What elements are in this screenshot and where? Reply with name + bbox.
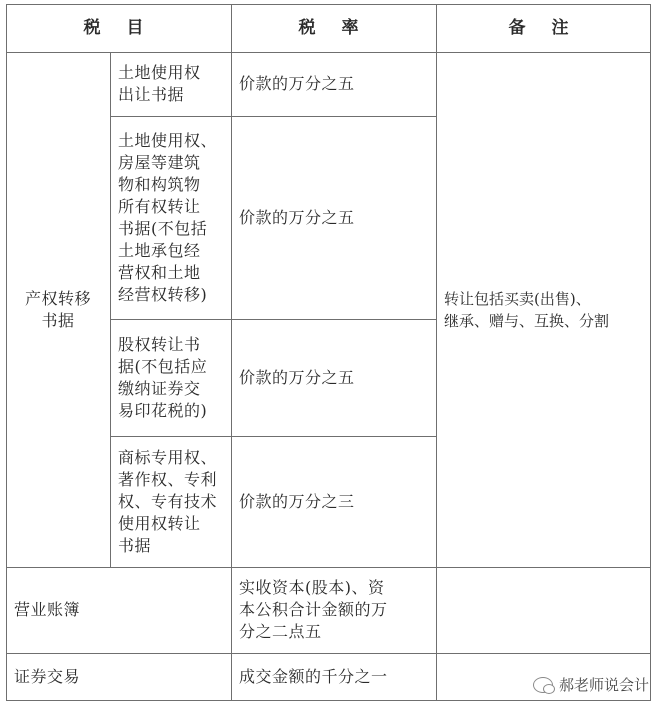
rate-securities: 成交金额的千分之一 xyxy=(239,666,388,686)
category-property-transfer: 产权转移 书据 xyxy=(24,288,91,330)
item-land-use-grant: 土地使用权 出让书据 xyxy=(118,63,201,104)
item-ip-transfer: 商标专用权、 著作权、专利 权、专有技术 使用权转让 书据 xyxy=(118,447,218,555)
watermark xyxy=(533,674,649,695)
header-tax-item: 税 目 xyxy=(83,18,154,38)
remark-property-transfer: 转让包括买卖(出售)、 继承、赠与、互换、分割 xyxy=(444,289,610,330)
item-land-building-transfer: 土地使用权、 房屋等建筑 物和构筑物 所有权转让 书据(不包括 土地承包经 营权和土地 经营权转移) xyxy=(118,130,218,304)
rate-ip-transfer: 价款的万分之三 xyxy=(239,491,355,511)
table-border-bottom xyxy=(6,700,651,701)
watermark-text: 郝老师说会计 xyxy=(558,676,649,694)
rate-business-books: 实收资本(股本)、资 本公积合计金额的万 分之二点五 xyxy=(239,578,388,641)
item-business-books: 营业账簿 xyxy=(14,600,81,619)
header-remarks: 备 注 xyxy=(508,18,579,38)
wechat-icon xyxy=(533,677,553,693)
rate-equity-transfer: 价款的万分之五 xyxy=(239,367,355,387)
stamp-duty-table xyxy=(6,4,651,701)
header-tax-rate: 税 率 xyxy=(298,18,369,38)
item-equity-transfer: 股权转让书 据(不包括应 缴纳证券交 易印花税的) xyxy=(118,334,208,420)
rate-land-building-transfer: 价款的万分之五 xyxy=(239,207,355,227)
item-securities: 证券交易 xyxy=(14,666,81,686)
rate-land-use-grant: 价款的万分之五 xyxy=(239,74,355,93)
